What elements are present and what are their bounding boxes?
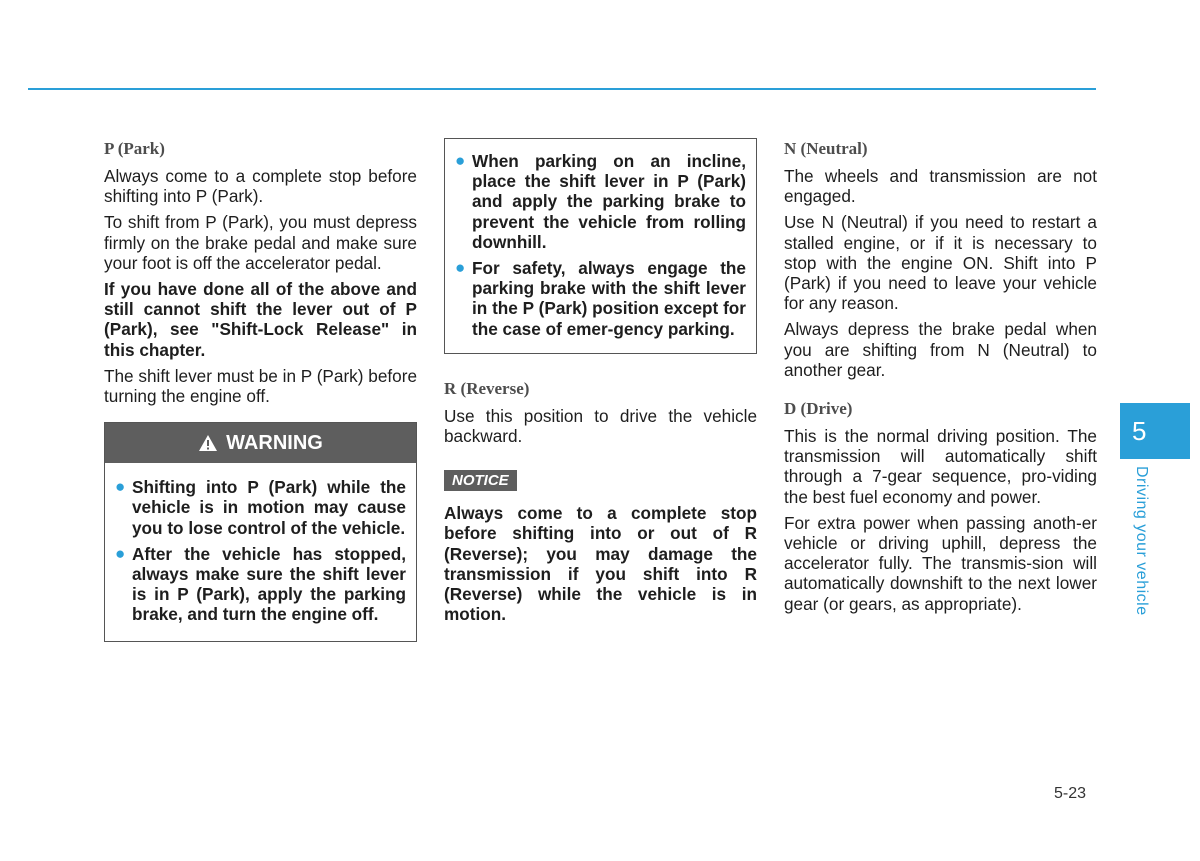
list-item xyxy=(105,544,406,625)
bullet-dot-icon: ● xyxy=(115,477,126,497)
header-rule xyxy=(28,88,1096,90)
chapter-number: 5 xyxy=(1132,415,1147,446)
warning-list xyxy=(105,477,406,624)
column-right xyxy=(784,138,1097,620)
section-heading-park: P (Park) xyxy=(104,139,165,158)
section-heading-reverse: R (Reverse) xyxy=(444,378,530,398)
list-item xyxy=(445,258,746,339)
section-heading-drive: D (Drive) xyxy=(784,399,853,419)
bullet-dot-icon: ● xyxy=(455,258,466,278)
list-item-text: For safety, always engage the parking brake with the shift lever in the P (Park) position except for the case of emer-gency parking. xyxy=(472,258,746,339)
warning-triangle-icon xyxy=(198,434,218,452)
list-item xyxy=(445,151,746,252)
notice-text: Always come to a complete stop before shifting into or out of R (Reverse); you may damage the transmission if you shift into R (Reverse) while the vehicle is in motion. xyxy=(444,503,757,625)
warning-title: WARNING xyxy=(226,431,323,454)
column-left xyxy=(104,138,417,642)
chapter-tab xyxy=(1120,403,1190,459)
caution-box xyxy=(444,138,757,354)
page-number: 5-23 xyxy=(1054,785,1087,802)
paragraph: Always depress the brake pedal when you are shifting from N (Neutral) to another gear. xyxy=(784,319,1097,380)
paragraph: Use this position to drive the vehicle backward. xyxy=(444,405,757,447)
paragraph: The shift lever must be in P (Park) before turning the engine off. xyxy=(104,365,418,407)
paragraph: For extra power when passing anoth-er vehicle or driving uphill, depress the accelerator fully. The transmis-sion will automatically downshift to the next lower gear (or gears, as appropriate). xyxy=(784,512,1097,614)
list-item xyxy=(105,477,406,538)
chapter-title: Driving your vehicle xyxy=(1133,466,1150,616)
warning-box xyxy=(104,422,417,641)
warning-body xyxy=(105,463,416,640)
paragraph: The wheels and transmission are not engaged. xyxy=(784,166,1097,207)
paragraph: Always come to a complete stop before shifting into P (Park). xyxy=(104,166,417,207)
paragraph: To shift from P (Park), you must depress firmly on the brake pedal and make sure your foot is off the accelerator pedal. xyxy=(104,212,417,273)
section-heading-neutral: N (Neutral) xyxy=(784,139,868,158)
paragraph: Use N (Neutral) if you need to restart a stalled engine, or if it is necessary to stop with the engine ON. Shift into P (Park) if you need to leave your vehicle for any reason. xyxy=(784,212,1097,314)
list-item-text: Shifting into P (Park) while the vehicle is in motion may cause you to lose control of the vehicle. xyxy=(132,477,406,538)
list-item-text: When parking on an incline, place the shift lever in P (Park) and apply the parking brake to prevent the vehicle from rolling downhill. xyxy=(472,151,746,252)
paragraph-bold: If you have done all of the above and still cannot shift the lever out of P (Park), see "Shift-Lock Release" in this chapter. xyxy=(104,279,417,360)
paragraph: This is the normal driving position. The transmission will automatically shift through a 7-gear sequence, pro-viding the best fuel economy and power. xyxy=(784,426,1097,507)
notice-badge: NOTICE xyxy=(444,470,517,491)
warning-header xyxy=(105,423,416,463)
list-item-text: After the vehicle has stopped, always make sure the shift lever is in P (Park), apply the parking brake, and turn the engine off. xyxy=(132,543,406,625)
bullet-dot-icon: ● xyxy=(455,151,466,170)
bullet-dot-icon: ● xyxy=(115,543,126,563)
caution-list xyxy=(445,151,746,339)
column-middle xyxy=(444,138,757,630)
